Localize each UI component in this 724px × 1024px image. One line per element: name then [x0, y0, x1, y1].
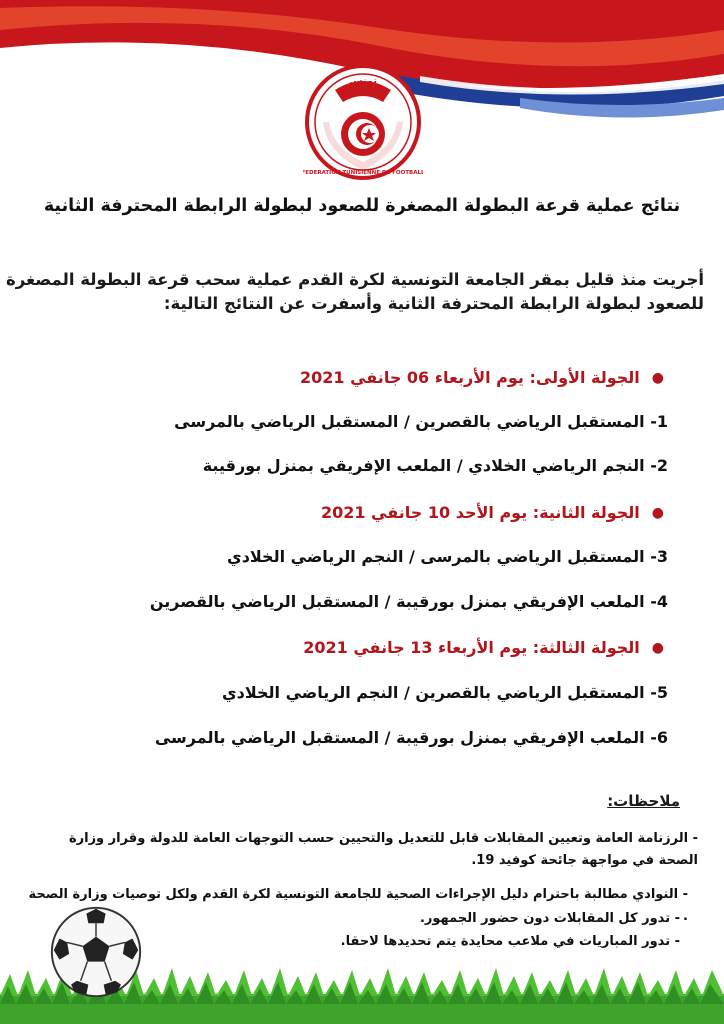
page-title: نتائج عملية قرعة البطولة المصغرة للصعود لبطولة الرابطة المحترفة الثانية	[43, 196, 681, 216]
bullet-icon: ●	[651, 369, 664, 386]
logo-top-text: تونس	[349, 76, 377, 87]
round-3-label: الجولة الثالثة: يوم الأربعاء 13 جانفي 2021	[303, 638, 640, 657]
match-1: 1- المستقبل الرياضي بالقصرين / المستقبل الرياضي بالمرسى	[174, 412, 668, 431]
match-2: 2- النجم الرياضي الخلادي / الملعب الإفريقي بمنزل بورقيبة	[202, 456, 668, 475]
match-4: 4- الملعب الإفريقي بمنزل بورقيبة / المستقبل الرياضي بالقصرين	[149, 592, 668, 611]
round-2-label: الجولة الثانية: يوم الأحد 10 جانفي 2021	[320, 503, 640, 522]
note-1: - الرزنامة العامة وتعيين المقابلات قابل للتعديل والتحيين حسب التوجهات العامة للدولة وقرار وزارة الصحة في مواجهة جائحة كوفيد 19.	[68, 831, 698, 868]
round-2-heading	[321, 503, 664, 522]
notes-heading: ملاحظات:	[607, 792, 680, 810]
note-4: - تدور المباريات في ملاعب محايدة يتم تحديدها لاحقا.	[340, 934, 680, 949]
bullet-icon: ●	[651, 639, 664, 656]
note-2: - النوادي مطالبة باحترام دليل الإجراءات الصحية للجامعة التونسية لكرة القدم ولكل توصيات وزارة الصحة .	[28, 887, 688, 924]
round-1-heading	[300, 368, 664, 387]
logo-ring-text: FEDERATION TUNISIENNE DE FOOTBALL	[303, 170, 423, 176]
match-5: 5- المستقبل الرياضي بالقصرين / النجم الرياضي الخلادي	[221, 683, 668, 702]
intro-paragraph: أجريت منذ قليل بمقر الجامعة التونسية لكرة القدم عملية سحب قرعة البطولة المصغرة للصعود لبطولة الرابطة المحترفة الثانية وأسفرت عن النتائج التالية:	[5, 270, 704, 313]
round-3-heading	[303, 638, 664, 657]
match-3: 3- المستقبل الرياضي بالمرسى / النجم الرياضي الخلادي	[227, 547, 668, 566]
note-3: - تدور كل المقابلات دون حضور الجمهور.	[419, 911, 680, 926]
round-1-label: الجولة الأولى: يوم الأربعاء 06 جانفي 2021	[300, 368, 640, 387]
bullet-icon: ●	[651, 504, 664, 521]
match-6: 6- الملعب الإفريقي بمنزل بورقيبة / المستقبل الرياضي بالمرسى	[154, 728, 668, 747]
